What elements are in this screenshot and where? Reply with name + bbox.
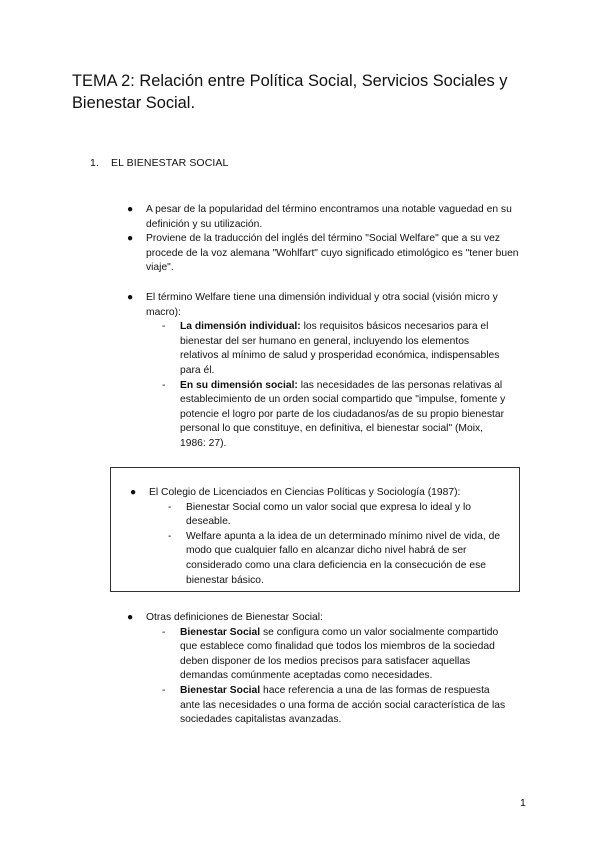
bullet-icon: ● [130, 487, 137, 498]
page-number: 1 [520, 797, 526, 809]
sub-list-item: - Welfare apunta a la idea de un determinado mínimo nivel de vida, de modo que cualquier fallo en alcanzar dicho nivel habrá de ser considerado como una clara deficiencia en la consecución de ese bienestar básico. [168, 530, 501, 586]
bullet-icon: ● [127, 612, 134, 623]
list-item: ● Proviene de la traducción del inglés del término "Social Welfare" que a su vez procede de la voz alemana "Wohlfart" cuyo significado etimológico es "tener buen viaje". [127, 233, 519, 274]
bullet-icon: ● [127, 233, 134, 245]
sub-list-item: - En su dimensión social: las necesidades de las personas relativas al establecimiento de un orden social compartido que "impulse, fomente y potencie el logro por parte de los ciudadanos/as de su propio bienestar personal lo que constituye, en definitiva, el bienestar social" (Moix, 1986: 27). [162, 379, 506, 449]
bullet-icon: ● [127, 292, 134, 303]
other-definitions [127, 611, 527, 728]
definition-box-content [130, 486, 515, 588]
dash-icon: - [168, 501, 172, 513]
section-number: 1. [90, 157, 99, 169]
section-heading [90, 157, 228, 169]
dash-icon: - [168, 530, 172, 542]
list-item: ● Otras definiciones de Bienestar Social: [127, 611, 527, 626]
list-item: ● El Colegio de Licenciados en Ciencias Políticas y Sociología (1987): [130, 486, 515, 501]
page-title: TEMA 2: Relación entre Política Social, Servicios Sociales y Bienestar Social. [72, 72, 508, 112]
list-item: ● A pesar de la popularidad del término encontramos una notable vaguedad en su definición y su utilización. [127, 204, 512, 230]
sub-list-item: - Bienestar Social como un valor social que expresa lo ideal y lo deseable. [168, 501, 472, 528]
list-item: ● El término Welfare tiene una dimensión individual y otra social (visión micro y macro): [127, 292, 498, 318]
sub-list-item: - La dimensión individual: los requisitos básicos necesarios para el bienestar del ser humano en general, incluyendo los elementos relativos al mínimo de salud y prosperidad económica, indispensables para él. [162, 321, 500, 376]
intro-bullet-list [127, 203, 527, 276]
dash-icon: - [162, 626, 166, 638]
section-label: EL BIENESTAR SOCIAL [111, 157, 229, 169]
dash-icon: - [162, 379, 166, 391]
sub-list-item: - Bienestar Social hace referencia a una de las formas de respuesta ante las necesidades o una forma de acción social característica de las sociedades capitalistas avanzadas. [162, 684, 506, 726]
sub-list-item: - Bienestar Social se configura como un valor socialmente compartido que establece como finalidad que todos los miembros de la sociedad deben disponer de los medios precisos para satisfacer aquellas demandas comúnmente aceptadas como necesidades. [162, 626, 499, 682]
dash-icon: - [162, 321, 166, 333]
welfare-dimensions [127, 291, 527, 452]
dash-icon: - [162, 684, 166, 696]
bullet-icon: ● [127, 204, 134, 215]
